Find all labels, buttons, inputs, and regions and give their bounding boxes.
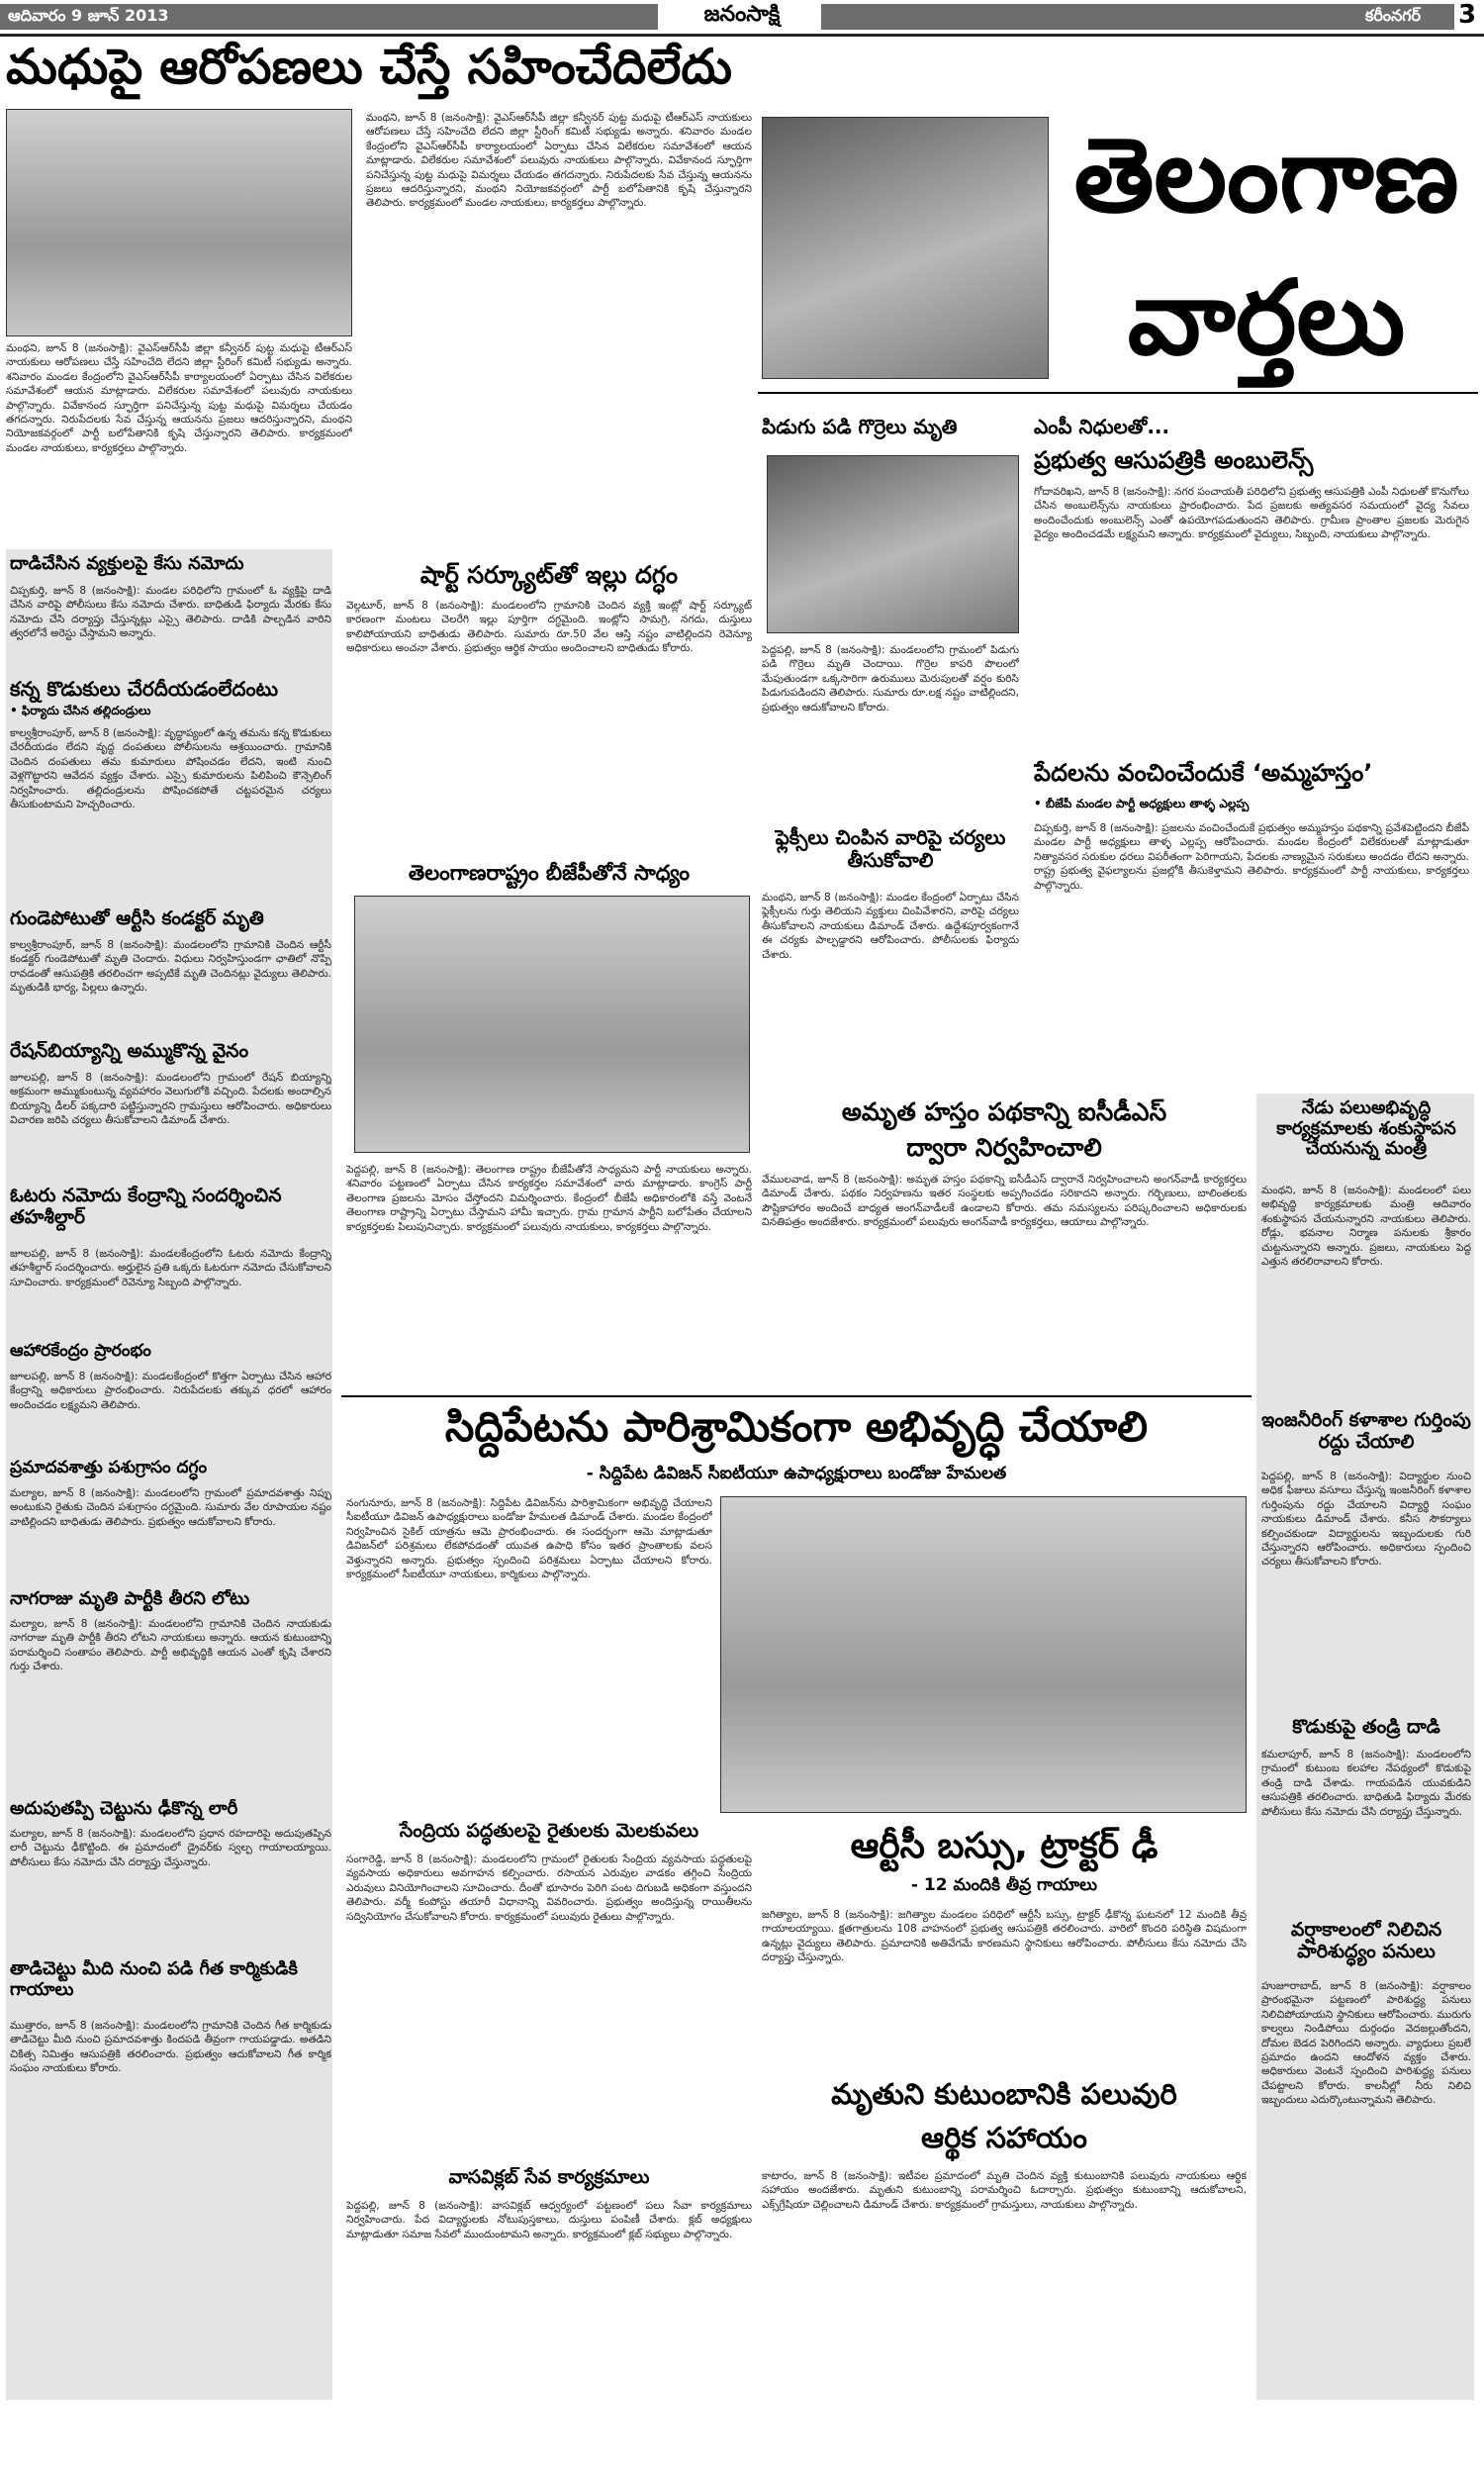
- headline-chettu: అదుపుతప్పి చెట్టును ఢీకొన్న లారీ: [10, 1799, 238, 1819]
- headline-kesu: దాడిచేసిన వ్యక్తులపై కేసు నమోదు: [10, 554, 244, 574]
- headline-engineering: ఇంజనీరింగ్ కళాశాల గుర్తింపు రద్దు చేయాలి: [1261, 1410, 1471, 1453]
- divider: [758, 392, 1478, 394]
- headline-ahara: ఆహారకేంద్రం ప్రారంభం: [10, 1342, 151, 1361]
- headline-rtc: ఆర్టీసీ బస్సు, ట్రాక్టర్ ఢీ: [850, 1826, 1159, 1866]
- body-chettu: మల్యాల, జూన్ 8 (జనంసాక్షి): మండలంలోని ప్రధాన రహదారిపై అదుపుతప్పిన లారీ చెట్టును ఢీకొట్టింది. ఈ ప్రమాదంలో డ్రైవర్‌కు స్వల్ప గాయాలయ్యాయి. పోలీసులు కేసు నమోదు చేసి దర్యాప్తు చేస్తున్నారు.: [10, 1828, 331, 1868]
- body-kodukupai: కమలాపూర్, జూన్ 8 (జనంసాక్షి): మండలంలోని గ్రామంలో కుటుంబ కలహాల నేపథ్యంలో కొడుకుపై తండ్రి దాడి చేశాడు. గాయపడిన యువకుడిని ఆసుపత్రికి తరలించారు. బాధితుడి ఫిర్యాదు మేరకు పోలీసులు కేసు నమోదు చేసి దర్యాప్తు చేస్తున్నారు.: [1261, 1749, 1471, 1818]
- headline-mp: ప్రభుత్వ ఆసుపత్రికి అంబులెన్స్: [1034, 447, 1314, 474]
- brand-title-line2: వార్తలు: [1127, 259, 1406, 378]
- headline-otaru: ఓటరు నమోదు కేంద్రాన్ని సందర్శించిన తహశీల్దార్: [10, 1186, 282, 1228]
- body-varsha: హుజూరాబాద్, జూన్ 8 (జనంసాక్షి): వర్షాకాలం ప్రారంభమైనా పట్టణంలో పారిశుద్ధ్య పనులు నిలిచిపోయాయని స్థానికులు ఆరోపించారు. మురుగు కాల్వలు నిండిపోయి దుర్గంధం వెదజల్లుతోందని, దోమల బెడద పెరిగిందని అన్నారు. వ్యాధులు ప్రబలే ప్రమాదం ఉందని ఆందోళన వ్యక్తం చేశారు. అధికారులు వెంటనే స్పందించి పారిశుద్ధ్య పనులు చేపట్టాలని కోరారు. కాలనీల్లో నీరు నిలిచి ఇబ్బందులు ఎదుర్కొంటున్నామని తెలిపారు.: [1261, 1980, 1471, 2107]
- body-short-circuit: వెల్గటూర్, జూన్ 8 (జనంసాక్షి): మండలంలోని గ్రామానికి చెందిన వ్యక్తి ఇంట్లో షార్ట్ సర్క్యూట్ కారణంగా మంటలు చెలరేగి ఇల్లు పూర్తిగా దగ్ధమైంది. ఇంట్లోని సామగ్రి, నగదు, దుస్తులు కాలిపోయాయని బాధితుడు తెలిపారు. సుమారు రూ.50 వేల ఆస్తి నష్టం వాటిల్లిందని రెవెన్యూ అధికారులు అంచనా వేశారు. ప్రభుత్వం ఆర్థిక సాయం అందించాలని బాధితుడు కోరారు.: [346, 600, 752, 655]
- headline-mrutuni-line2: ఆర్థిక సహాయం: [921, 2122, 1087, 2154]
- headline-vasavi: వాసవిక్లబ్ సేవ కార్యక్రమాలు: [448, 2167, 650, 2188]
- brand-title-line1: తెలంగాణ: [1073, 117, 1459, 236]
- body-flexi: మంథని, జూన్ 8 (జనంసాక్షి): మండల కేంద్రంలో ఏర్పాటు చేసిన ఫ్లెక్సీలను గుర్తు తెలియని వ్యక్తులు చింపివేశారని, వారిపై చర్యలు తీసుకోవాలని నాయకులు డిమాండ్ చేశారు. ఉద్దేశపూర్వకంగానే ఈ చర్యకు పాల్పడ్డారని ఆరోపించారు. పోలీసులకు ఫిర్యాదు చేశారు.: [762, 892, 1019, 961]
- photo-golconda-fort: [762, 117, 1049, 379]
- photo-madhu-meeting: [6, 109, 352, 336]
- headline-reshan: రేషన్‌బియ్యాన్ని అమ్ముకొన్న వైనం: [10, 1041, 249, 1062]
- subhead-koduku: • ఫిర్యాదు చేసిన తల్లిదండ్రులు: [10, 705, 151, 717]
- body-nagaraju: మల్యాల, జూన్ 8 (జనంసాక్షి): మండలంలోని గ్రామానికి చెందిన నాయకుడు నాగరాజు మృతి పార్టీకి తీరని లోటని నాయకులు అన్నారు. ఆయన కుటుంబాన్ని పరామర్శించి సంతాపం తెలిపారు. పార్టీ అభివృద్ధికి ఆయన ఎంతో కృషి చేశారని గుర్తు చేశారు.: [10, 1618, 331, 1673]
- body-tadi: ముత్తారం, జూన్ 8 (జనంసాక్షి): మండలంలోని గ్రామానికి చెందిన గీత కార్మికుడు తాడిచెట్టు మీది నుంచి ప్రమాదవశాత్తు కిందపడి తీవ్రంగా గాయపడ్డాడు. అతడిని చికిత్స నిమిత్తం ఆసుపత్రికి తరలించారు. ప్రభుత్వం ఆదుకోవాలని గీత కార్మిక సంఘం నాయకులు కోరారు.: [10, 2020, 331, 2075]
- headline-koduku: కన్న కొడుకులు చేరదీయడంలేదంటు: [10, 678, 279, 701]
- body-amrutha: వేములవాడ, జూన్ 8 (జనంసాక్షి): అమృత హస్తం పథకాన్ని ఐసీడీఎస్ ద్వారానే నిర్వహించాలని అంగన్‌వాడీ కార్యకర్తలు డిమాండ్ చేశారు. పథకం నిర్వహణను ఇతర సంస్థలకు అప్పగించడం సరికాదని అన్నారు. గర్భిణులు, బాలింతలకు పౌష్టికాహారం అందించే బాధ్యత అంగన్‌వాడీలకే ఉండాలని కోరారు. తమ సమస్యలను పరిష్కరించాలని అధికారులకు వినతిపత్రం అందజేశారు. కార్యక్రమంలో పలువురు అంగన్‌వాడీ కార్యకర్తలు, ఆయాలు పాల్గొన్నారు.: [762, 1174, 1247, 1229]
- body-bjp: పెద్దపల్లి, జూన్ 8 (జనంసాక్షి): తెలంగాణ రాష్ట్రం బీజేపీతోనే సాధ్యమని పార్టీ నాయకులు అన్నారు. శనివారం పట్టణంలో ఏర్పాటు చేసిన కార్యకర్తల సమావేశంలో వారు మాట్లాడారు. కాంగ్రెస్ పార్టీ తెలంగాణ ప్రజలను మోసం చేస్తోందని విమర్శించారు. కేంద్రంలో బీజేపీ అధికారంలోకి వస్తే వెంటనే తెలంగాణ రాష్ట్రాన్ని ఏర్పాటు చేస్తామని హామీ ఇచ్చారు. గ్రామ గ్రామాన పార్టీని బలోపేతం చేయాలని కార్యకర్తలకు పిలుపునిచ్చారు. కార్యక్రమంలో పలువురు నాయకులు, కార్యకర్తలు పాల్గొన్నారు.: [346, 1164, 752, 1233]
- headline-mrutuni-line1: మృతుని కుటుంబానికి పలువురి: [831, 2078, 1177, 2111]
- page-header: [0, 0, 1484, 37]
- headline-kodukupai: కొడుకుపై తండ్రి దాడి: [1292, 1717, 1440, 1738]
- headline-varsha: వర్షాకాలంలో నిలిచిన పారిశుద్ధ్యం పనులు: [1290, 1920, 1442, 1962]
- body-pidugu: పెద్దపల్లి, జూన్ 8 (జనంసాక్షి): మండలంలోని గ్రామంలో పిడుగు పడి గొర్రెలు మృతి చెందాయి. గొర్రెల కాపరి పొలంలో మేపుతుండగా ఒక్కసారిగా ఉరుములు మెరుపులతో వర్షం కురిసి పిడుగుపడిందని తెలిపారు. సుమారు రూ.లక్ష నష్టం వాటిల్లిందని, ప్రభుత్వం ఆదుకోవాలని కోరారు.: [762, 644, 1019, 714]
- headline-tadi: తాడిచెట్టు మీది నుంచి పడి గీత కార్మికుడికి గాయాలు: [10, 1959, 298, 2000]
- body-kesu: చిప్పకుర్తి, జూన్ 8 (జనంసాక్షి): మండల పరిధిలోని గ్రామంలో ఓ వ్యక్తిపై దాడి చేసిన వారిపై పోలీసులు కేసు నమోదు చేశారు. బాధితుడి ఫిర్యాదు మేరకు కేసు నమోదు చేసి దర్యాప్తు చేస్తున్నట్లు ఎస్సై తెలిపారు. దాడికి పాల్పడిన వారిని త్వరలోనే అరెస్టు చేస్తామని అన్నారు.: [10, 585, 331, 640]
- body-pedalu: చిప్పకుర్తి, జూన్ 8 (జనంసాక్షి): ప్రజలను వంచించేందుకే ప్రభుత్వం అమ్మహస్తం పథకాన్ని ప్రవేశపెట్టిందని బీజేపీ మండల పార్టీ అధ్యక్షులు తాళ్ళ ఎల్లప్ప ఆరోపించారు. మండల కేంద్రంలో విలేకరులతో మాట్లాడుతూ నిత్యావసర సరుకుల ధరలు విపరీతంగా పెరిగాయని, పేదలకు నాణ్యమైన సరుకులు అందడం లేదని అన్నారు. రాష్ట్ర ప్రభుత్వ వైఫల్యాలను ప్రజల్లోకి తీసుకెళ్తామని తెలిపారు. కార్యక్రమంలో పార్టీ నాయకులు, కార్యకర్తలు పాల్గొన్నారు.: [1034, 822, 1469, 892]
- body-rtc: జగిత్యాల, జూన్ 8 (జనంసాక్షి): జగిత్యాల మండలం పరిధిలో ఆర్టీసీ బస్సు, ట్రాక్టర్ ఢీకొన్న ఘటనలో 12 మందికి తీవ్ర గాయాలయ్యాయి. క్షతగాత్రులను 108 వాహనంలో ప్రభుత్వ ఆసుపత్రికి తరలించారు. వారిలో కొందరి పరిస్థితి విషమంగా ఉన్నట్లు వైద్యులు తెలిపారు. ప్రమాదానికి అతివేగమే కారణమని స్థానికులు ఆరోపించారు. పోలీసులు కేసు నమోదు చేసి దర్యాప్తు చేస్తున్నారు.: [762, 1909, 1247, 1964]
- body-siddipeta: నంగునూరు, జూన్ 8 (జనంసాక్షి): సిద్దిపేట డివిజన్‌ను పారిశ్రామికంగా అభివృద్ధి చేయాలని సీఐటీయూ డివిజన్ ఉపాధ్యక్షురాలు బండోజు హేమలత డిమాండ్ చేశారు. మండల కేంద్రంలో నిర్వహించిన సైకిల్ యాత్రను ఆమె ప్రారంభించారు. ఈ సందర్భంగా ఆమె మాట్లాడుతూ డివిజన్‌లో పరిశ్రమలు లేకపోవడంతో యువత ఉపాధి కోసం ఇతర ప్రాంతాలకు వలస వెళ్తున్నారని అన్నారు. ప్రభుత్వం స్పందించి పరిశ్రమలు ఏర్పాటు చేయాలని కోరారు. కార్యక్రమంలో సీఐటీయూ నాయకులు, కార్మికులు పాల్గొన్నారు.: [346, 1497, 712, 1581]
- subhead-pedalu: • బీజేపీ మండల పార్టీ అధ్యక్షులు తాళ్ళ ఎల్లప్ప: [1034, 798, 1250, 810]
- body-reshan: జూలపల్లి, జూన్ 8 (జనంసాక్షి): మండలంలోని గ్రామంలో రేషన్ బియ్యాన్ని అక్రమంగా అమ్ముకుంటున్న వ్యవహారం వెలుగులోకి వచ్చింది. పేదలకు అందాల్సిన బియ్యాన్ని డీలర్ పక్కదారి పట్టిస్తున్నారని గ్రామస్తులు ఆరోపించారు. అధికారులు విచారణ జరిపి చర్యలు తీసుకోవాలని డిమాండ్ చేశారు.: [10, 1072, 331, 1127]
- headline-madhu: మధుపై ఆరోపణలు చేస్తే సహించేదిలేదు: [6, 40, 732, 95]
- headline-nedu: నేడు పలుఅభివృద్ధి కార్యక్రమాలకు శంకుస్థాపన చేయనున్న మంత్రి: [1276, 1098, 1456, 1160]
- body-engineering: పెద్దపల్లి, జూన్ 8 (జనంసాక్షి): విద్యార్థుల నుంచి అధిక ఫీజులు వసూలు చేస్తున్న ఇంజనీరింగ్ కళాశాల గుర్తింపును రద్దు చేయాలని విద్యార్థి సంఘం నాయకులు డిమాండ్ చేశారు. కనీస సౌకర్యాలు కల్పించకుండా విద్యార్థులను ఇబ్బందులకు గురి చేస్తున్నారని ఆరోపించారు. అధికారులు స్పందించి చర్యలు తీసుకోవాలని కోరారు.: [1261, 1471, 1471, 1569]
- newspaper-logo: జనంసాక్షి: [703, 2, 781, 27]
- header-bar-right: [821, 4, 1454, 30]
- divider: [341, 1395, 1252, 1397]
- body-madhu: మంథని, జూన్ 8 (జనంసాక్షి): వైఎస్ఆర్‌సీపీ జిల్లా కన్వీనర్ పుట్ట మధుపై టీఆర్ఎస్ నాయకులు ఆరోపణలు చేస్తే సహించేది లేదని జిల్లా స్టీరింగ్ కమిటీ సభ్యుడు అన్నారు. శనివారం మండల కేంద్రంలోని వైఎస్ఆర్‌సీపీ కార్యాలయంలో ఏర్పాటు చేసిన విలేకరుల సమావేశంలో ఆయన మాట్లాడారు. విలేకరుల సమావేశంలో పలువురు నాయకులు పాల్గొన్నారు. వివేకానంద స్ఫూర్తిగా పనిచేస్తున్న పుట్ట మధుపై విమర్శలు చేయడం తగదన్నారు. నిరుపేదలకు సేవ చేస్తున్న ఆయనను ప్రజలు ఆదరిస్తున్నారని, మంథని నియోజకవర్గంలో పార్టీ బలోపేతానికి కృషి చేస్తున్నారని తెలిపారు. కార్యక్రమంలో మండల నాయకులు, కార్యకర్తలు పాల్గొన్నారు.: [366, 112, 752, 210]
- body-ahara: జూలపల్లి, జూన్ 8 (జనంసాక్షి): మండలకేంద్రంలో కొత్తగా ఏర్పాటు చేసిన ఆహార కేంద్రాన్ని అధికారులు ప్రారంభించారు. నిరుపేదలకు తక్కువ ధరలో ఆహారం అందించడం లక్ష్యమని తెలిపారు.: [10, 1371, 331, 1411]
- headline-siddipeta: సిద్దిపేటను పారిశ్రామికంగా అభివృద్ధి చేయాలి: [444, 1403, 1149, 1451]
- page-number: 3: [1458, 0, 1477, 30]
- body-gundepotu: కాల్వశ్రీరాంపూర్, జూన్ 8 (జనంసాక్షి): మండలంలోని గ్రామానికి చెందిన ఆర్టీసీ కండక్టర్ గుండెపోటుతో మృతి చెందారు. విధులు నిర్వహిస్తుండగా ఛాతిలో నొప్పి రావడంతో ఆసుపత్రికి తరలించగా అప్పటికే మృతి చెందినట్లు వైద్యులు తెలిపారు. మృతుడికి భార్య, పిల్లలు ఉన్నారు.: [10, 939, 331, 995]
- headline-amrutha-line2: ద్వారా నిర్వహించాలి: [906, 1134, 1102, 1162]
- body-koduku: కాల్వశ్రీరాంపూర్, జూన్ 8 (జనంసాక్షి): వృద్ధాప్యంలో ఉన్న తమను కన్న కొడుకులు చేరదీయడం లేదని వృద్ధ దంపతులు పోలీసులను ఆశ్రయించారు. గ్రామానికి చెందిన దంపతులు తమ కుమారులు పోషించడం లేదని, ఇంటి నుంచి వెళ్లగొట్టారని ఆవేదన వ్యక్తం చేశారు. ఎస్సై కుమారులను పిలిపించి కౌన్సెలింగ్ నిర్వహించారు. తల్లిదండ్రులను పోషించకపోతే చట్టపరమైన చర్యలు తీసుకుంటామని హెచ్చరించారు.: [10, 727, 331, 811]
- headline-short-circuit: షార్ట్ సర్క్యూట్‌తో ఇల్లు దగ్ధం: [419, 562, 679, 589]
- body-sendriya: సంగారెడ్డి, జూన్ 8 (జనంసాక్షి): మండలంలోని గ్రామంలో రైతులకు సేంద్రియ వ్యవసాయ పద్ధతులపై వ్యవసాయ అధికారులు అవగాహన కల్పించారు. రసాయన ఎరువుల వాడకం తగ్గించి సేంద్రియ ఎరువులు వినియోగించాలని సూచించారు. దీంతో భూసారం పెరిగి పంట దిగుబడి అధికంగా వస్తుందని తెలిపారు. వర్మీ కంపోస్టు తయారీ విధానాన్ని వివరించారు. ప్రభుత్వం అందిస్తున్న రాయితీలను సద్వినియోగం చేసుకోవాలని కోరారు. కార్యక్రమంలో పలువురు రైతులు పాల్గొన్నారు.: [346, 1854, 752, 1923]
- photo-pidugu-sheep: [767, 455, 1019, 633]
- subhead-siddipeta: - సిద్దిపేట డివిజన్ సీఐటీయూ ఉపాధ్యక్షురాలు బండోజు హేమలత: [586, 1465, 1007, 1483]
- body-madhu-cont: మంథని, జూన్ 8 (జనంసాక్షి): వైఎస్ఆర్‌సీపీ జిల్లా కన్వీనర్ పుట్ట మధుపై టీఆర్ఎస్ నాయకులు ఆరోపణలు చేస్తే సహించేది లేదని జిల్లా స్టీరింగ్ కమిటీ సభ్యుడు అన్నారు. శనివారం మండల కేంద్రంలోని వైఎస్ఆర్‌సీపీ కార్యాలయంలో ఏర్పాటు చేసిన విలేకరుల సమావేశంలో ఆయన మాట్లాడారు. విలేకరుల సమావేశంలో పలువురు నాయకులు పాల్గొన్నారు. వివేకానంద స్ఫూర్తిగా పనిచేస్తున్న పుట్ట మధుపై విమర్శలు చేయడం తగదన్నారు. నిరుపేదలకు సేవ చేస్తున్న ఆయనను ప్రజలు ఆదరిస్తున్నారని, మంథని నియోజకవర్గంలో పార్టీ బలోపేతానికి కృషి చేస్తున్నారని తెలిపారు. కార్యక్రమంలో మండల నాయకులు, కార్యకర్తలు పాల్గొన్నారు.: [6, 342, 352, 454]
- body-mrutuni: కాటారం, జూన్ 8 (జనంసాక్షి): ఇటీవల ప్రమాదంలో మృతి చెందిన వ్యక్తి కుటుంబానికి పలువురు నాయకులు ఆర్థిక సహాయం అందజేశారు. మృతుని కుటుంబాన్ని పరామర్శించి ఓదార్చారు. ప్రభుత్వం కుటుంబాన్ని ఆదుకోవాలని, ఎక్స్‌గ్రేషియా చెల్లించాలని డిమాండ్ చేశారు. కార్యక్రమంలో గ్రామస్తులు, నాయకులు పాల్గొన్నారు.: [762, 2170, 1247, 2211]
- subhead-rtc: - 12 మందికి తీవ్ర గాయాలు: [910, 1876, 1098, 1895]
- body-pramadavasattu: మల్యాల, జూన్ 8 (జనంసాక్షి): మండలంలోని గ్రామంలో ప్రమాదవశాత్తు నిప్పు అంటుకుని రైతుకు చెందిన పశుగ్రాసం దగ్ధమైంది. సుమారు వేల రూపాయల నష్టం వాటిల్లిందని బాధితుడు తెలిపారు. ప్రభుత్వం ఆదుకోవాలని కోరారు.: [10, 1487, 331, 1528]
- headline-gundepotu: గుండెపోటుతో ఆర్టీసి కండక్టర్ మృతి: [10, 908, 264, 929]
- headline-bjp: తెలంగాణరాష్ట్రం బీజేపీతోనే సాధ్యం: [408, 861, 691, 885]
- photo-bjp-meeting: [354, 896, 750, 1153]
- headline-pramadavasattu: ప్రమాదవశాత్తు పశుగ్రాసం దగ్ధం: [10, 1459, 208, 1477]
- headline-amrutha-line1: అమృత హస్తం పథకాన్ని ఐసీడీఎస్: [841, 1098, 1167, 1126]
- body-nedu: మంథని, జూన్ 8 (జనంసాక్షి): మండలంలో పలు అభివృద్ధి కార్యక్రమాలకు మంత్రి ఆదివారం శంకుస్థాపన చేయనున్నారని నాయకులు తెలిపారు. రోడ్లు, భవనాల నిర్మాణ పనులకు శ్రీకారం చుట్టనున్నారని అన్నారు. ప్రజలు, నాయకులు పెద్ద ఎత్తున తరలిరావాలని కోరారు.: [1261, 1185, 1471, 1269]
- headline-pidugu: పిడుగు పడి గొర్రెలు మృతి: [762, 416, 958, 438]
- body-vasavi: పెద్దపల్లి, జూన్ 8 (జనంసాక్షి): వాసవిక్లబ్ ఆధ్వర్యంలో పట్టణంలో పలు సేవా కార్యక్రమాలు నిర్వహించారు. పేద విద్యార్థులకు నోటుపుస్తకాలు, దుస్తులు పంపిణీ చేశారు. క్లబ్ అధ్యక్షులు మాట్లాడుతూ సమాజ సేవలో ముందుంటామని అన్నారు. కార్యక్రమంలో క్లబ్ సభ్యులు పాల్గొన్నారు.: [346, 2200, 752, 2240]
- body-mp: గోదావరిఖని, జూన్ 8 (జనంసాక్షి): నగర పంచాయతీ పరిధిలోని ప్రభుత్వ ఆసుపత్రికి ఎంపీ నిధులతో కొనుగోలు చేసిన అంబులెన్స్‌ను నాయకులు ప్రారంభించారు. పేద ప్రజలకు అత్యవసర సమయంలో వైద్య సేవలు అందించేందుకు అంబులెన్స్ ఎంతో ఉపయోగపడుతుందని తెలిపారు. గ్రామీణ ప్రాంతాల ప్రజలకు మెరుగైన వైద్యం అందించడమే లక్ష్యమని అన్నారు. కార్యక్రమంలో వైద్యులు, సిబ్బంది, నాయకులు పాల్గొన్నారు.: [1034, 486, 1469, 541]
- body-otaru: జూలపల్లి, జూన్ 8 (జనంసాక్షి): మండలకేంద్రంలోని ఓటరు నమోదు కేంద్రాన్ని తహశీల్దార్ సందర్శించారు. అర్హులైన ప్రతి ఒక్కరు ఓటరుగా నమోదు చేసుకోవాలని సూచించారు. కార్యక్రమంలో రెవెన్యూ సిబ్బంది పాల్గొన్నారు.: [10, 1248, 331, 1288]
- district-label: కరీంనగర్: [1365, 6, 1422, 25]
- headline-flexi: ఫ్లెక్సీలు చింపిన వారిపై చర్యలు తీసుకోవాలి: [775, 826, 1006, 872]
- headline-pedalu: పేదలను వంచించేందుకే ‘అమ్మహస్తం’: [1034, 760, 1373, 787]
- headline-sendriya: సేంద్రియ పద్ధతులపై రైతులకు మెలకువలు: [399, 1821, 699, 1842]
- issue-date: ఆదివారం 9 జూన్ 2013: [8, 6, 169, 25]
- headline-nagaraju: నాగరాజు మృతి పార్టీకి తీరని లోటు: [10, 1589, 250, 1609]
- headline-mp-top: ఎంపీ నిధులతో...: [1034, 416, 1170, 438]
- photo-siddipeta-rally: [720, 1496, 1247, 1813]
